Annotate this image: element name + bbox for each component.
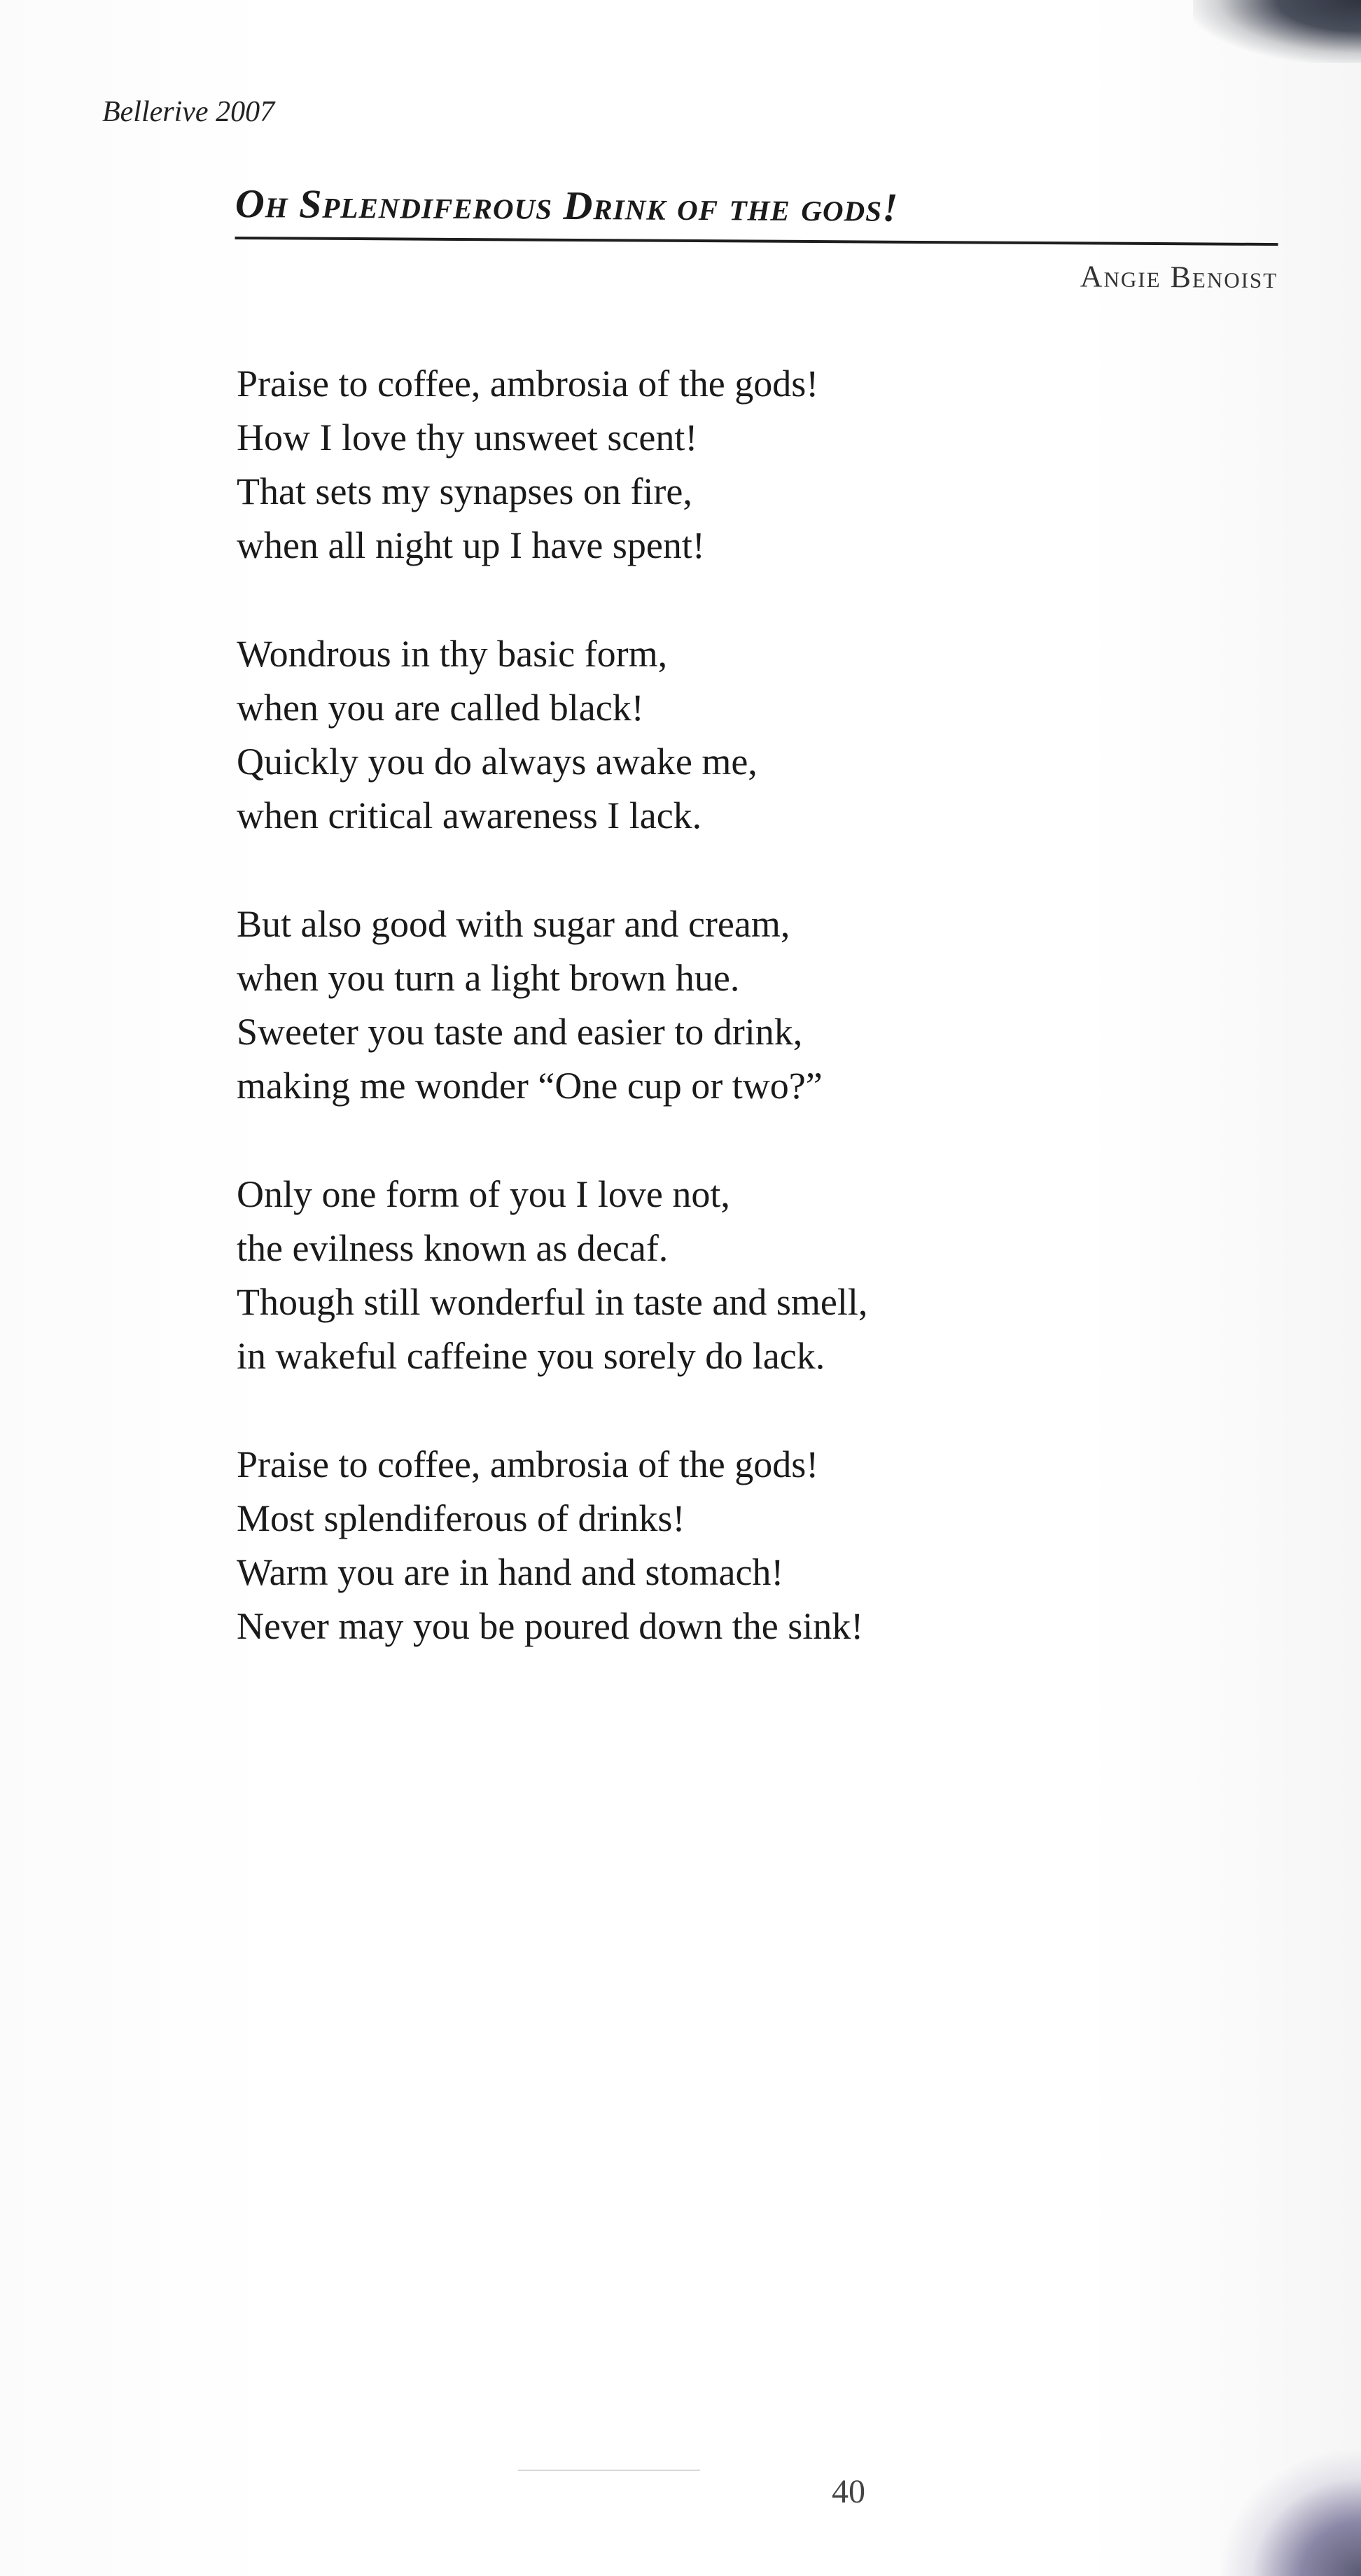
stanza-5 (237, 1438, 1077, 1653)
poem-line: Most splendiferous of drinks! (237, 1497, 685, 1539)
poem-line: making me wonder “One cup or two?” (237, 1065, 823, 1107)
poem-line: Wondrous in thy basic form, (237, 633, 668, 675)
poem-line: when all night up I have spent! (237, 524, 705, 566)
poem-line: Warm you are in hand and stomach! (237, 1551, 784, 1593)
stanza-2 (237, 627, 1077, 843)
poem-line: That sets my synapses on fire, (237, 470, 692, 512)
page-number: 40 (832, 2473, 865, 2510)
poem-line: when critical awareness I lack. (237, 794, 702, 836)
poem-line: when you turn a light brown hue. (237, 957, 740, 999)
poem-line: How I love thy unsweet scent! (237, 416, 698, 458)
poem-line: Praise to coffee, ambrosia of the gods! (237, 363, 819, 405)
poem-line: when you are called black! (237, 687, 644, 729)
poem-line: Sweeter you taste and easier to drink, (237, 1011, 803, 1053)
poem-line: Never may you be poured down the sink! (237, 1605, 864, 1647)
poem-line: in wakeful caffeine you sorely do lack. (237, 1335, 825, 1377)
stanza-4 (237, 1168, 1077, 1383)
page-corner-shadow-bottom (1221, 2450, 1361, 2576)
poem-author: Angie Benoist (1080, 259, 1278, 295)
stanza-1 (237, 357, 1077, 573)
poem-line: the evilness known as decaf. (237, 1227, 669, 1269)
poem-line: Praise to coffee, ambrosia of the gods! (237, 1443, 819, 1485)
poem-body (237, 357, 1077, 1708)
poem-header (235, 183, 1278, 302)
title-rule (235, 237, 1278, 246)
running-head: Bellerive 2007 (102, 96, 275, 128)
footer-rule (518, 2470, 700, 2471)
poem-line: Only one form of you I love not, (237, 1173, 730, 1215)
poem-line: Though still wonderful in taste and smell, (237, 1281, 868, 1323)
page-corner-shadow-top (1193, 0, 1361, 63)
poem-title: Oh Splendiferous Drink of the gods! (235, 181, 899, 230)
poem-line: Quickly you do always awake me, (237, 741, 758, 783)
poem-line: But also good with sugar and cream, (237, 903, 790, 945)
stanza-3 (237, 897, 1077, 1113)
